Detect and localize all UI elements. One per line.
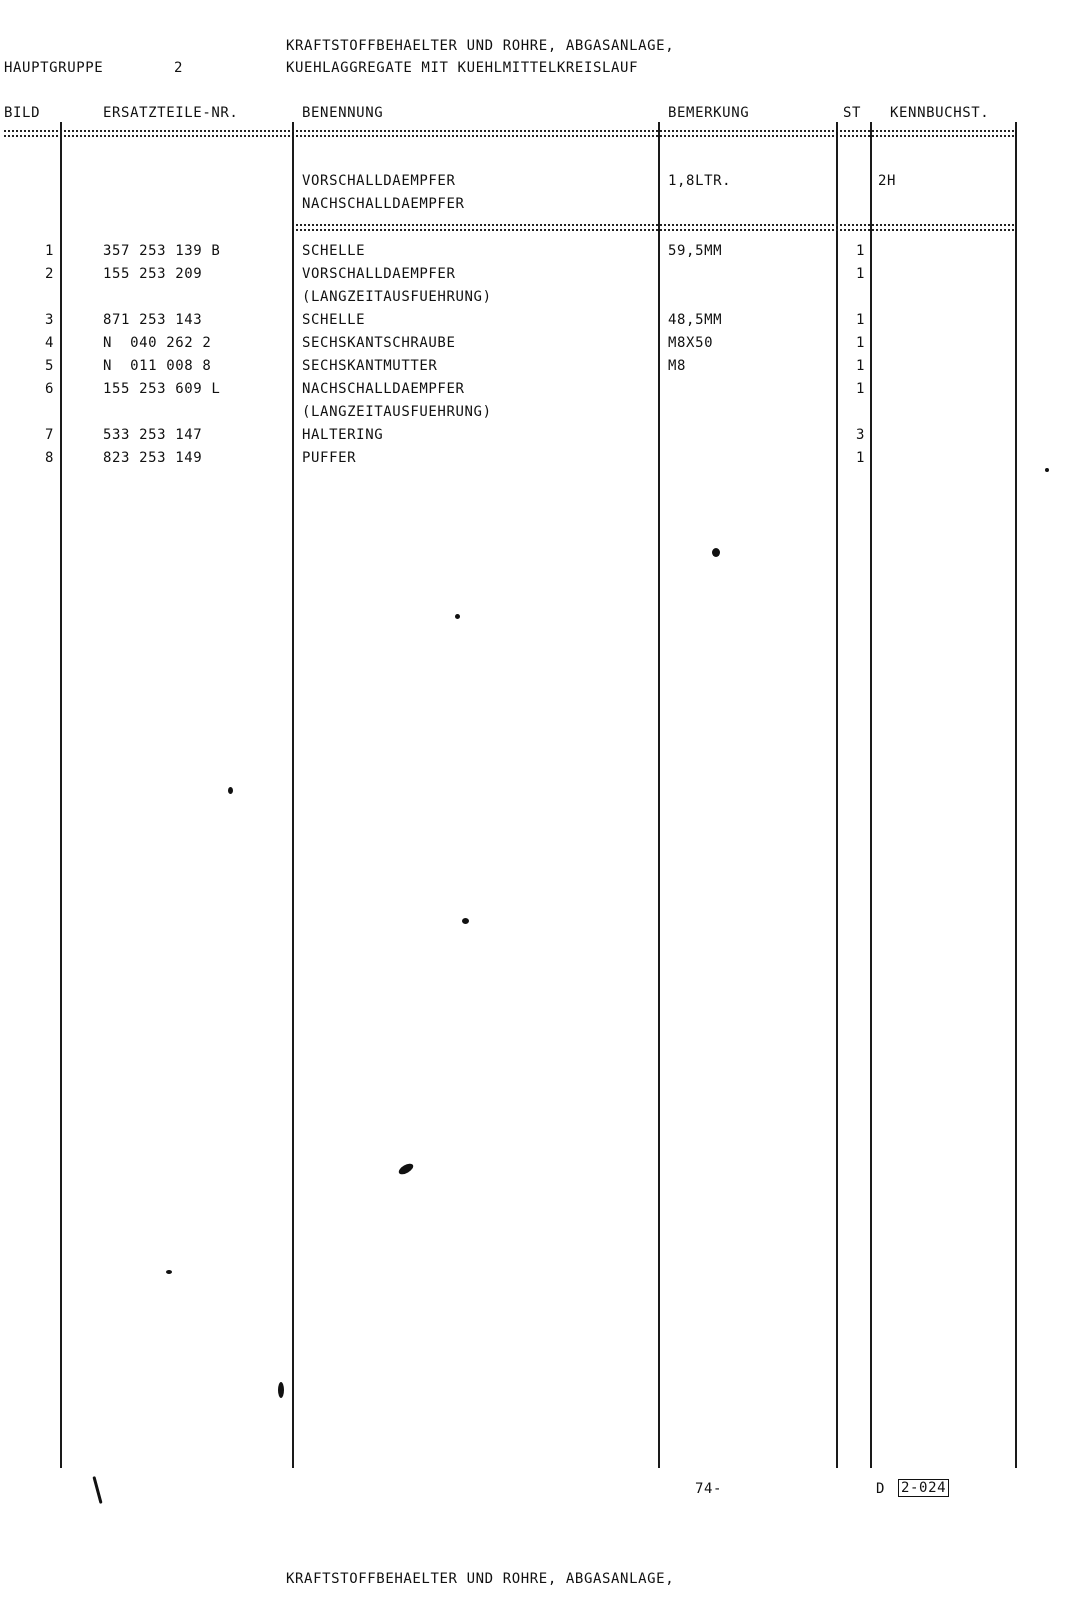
header-separator — [4, 130, 1014, 137]
group-name-line-1: VORSCHALLDAEMPFER — [302, 173, 456, 189]
page-reference: 2-024 — [898, 1479, 949, 1497]
scan-speck — [712, 548, 720, 557]
group-remark: 1,8LTR. — [668, 173, 732, 189]
scan-speck — [397, 1162, 415, 1177]
row-name-continued: (LANGZEITAUSFUEHRUNG) — [302, 289, 492, 305]
row-name: HALTERING — [302, 427, 384, 443]
col-header-code: KENNBUCHST. — [890, 105, 990, 121]
row-bild: 1 — [44, 243, 54, 259]
row-bild: 5 — [44, 358, 54, 374]
group-name-line-2: NACHSCHALLDAEMPFER — [302, 196, 465, 212]
title-line-2: KUEHLAGGREGATE MIT KUEHLMITTELKREISLAUF — [286, 60, 639, 76]
row-part-number: 155 253 209 — [103, 266, 203, 282]
column-divider — [658, 122, 660, 1468]
row-qty: 1 — [856, 335, 866, 351]
scan-speck — [228, 787, 233, 794]
column-divider — [870, 122, 872, 1468]
scan-speck — [166, 1270, 172, 1274]
row-part-number: 871 253 143 — [103, 312, 203, 328]
page-number: 74- — [695, 1481, 723, 1497]
row-bild: 2 — [44, 266, 54, 282]
row-part-number: 823 253 149 — [103, 450, 203, 466]
row-bild: 3 — [44, 312, 54, 328]
row-qty: 1 — [856, 381, 866, 397]
row-bild: 8 — [44, 450, 54, 466]
title-line-1: KRAFTSTOFFBEHAELTER UND ROHRE, ABGASANLAGE, — [286, 38, 675, 54]
scan-speck — [278, 1382, 284, 1398]
column-divider — [836, 122, 838, 1468]
row-name: VORSCHALLDAEMPFER — [302, 266, 456, 282]
row-part-number: N 040 262 2 — [103, 335, 212, 351]
row-name: SCHELLE — [302, 243, 366, 259]
row-part-number: 357 253 139 B — [103, 243, 221, 259]
column-divider — [1015, 122, 1017, 1468]
group-label: HAUPTGRUPPE — [4, 60, 104, 76]
row-bild: 7 — [44, 427, 54, 443]
row-remark: M8 — [668, 358, 687, 374]
col-header-part-no: ERSATZTEILE-NR. — [103, 105, 239, 121]
row-part-number: 155 253 609 L — [103, 381, 221, 397]
row-name: SECHSKANTSCHRAUBE — [302, 335, 456, 351]
row-name: SCHELLE — [302, 312, 366, 328]
scan-speck — [462, 918, 469, 924]
row-qty: 3 — [856, 427, 866, 443]
col-header-bild: BILD — [4, 105, 41, 121]
column-divider — [292, 122, 294, 1468]
row-name-continued: (LANGZEITAUSFUEHRUNG) — [302, 404, 492, 420]
scan-speck — [1045, 468, 1049, 472]
next-page-title: KRAFTSTOFFBEHAELTER UND ROHRE, ABGASANLAGE, — [286, 1571, 675, 1587]
group-code: 2H — [878, 173, 897, 189]
row-remark: 48,5MM — [668, 312, 723, 328]
row-name: PUFFER — [302, 450, 357, 466]
row-qty: 1 — [856, 266, 866, 282]
scan-speck — [92, 1476, 102, 1504]
group-number: 2 — [174, 60, 184, 76]
row-bild: 4 — [44, 335, 54, 351]
row-part-number: 533 253 147 — [103, 427, 203, 443]
col-header-qty: ST — [843, 105, 862, 121]
row-qty: 1 — [856, 450, 866, 466]
row-qty: 1 — [856, 358, 866, 374]
row-bild: 6 — [44, 381, 54, 397]
row-remark: M8X50 — [668, 335, 714, 351]
row-remark: 59,5MM — [668, 243, 723, 259]
row-qty: 1 — [856, 243, 866, 259]
row-part-number: N 011 008 8 — [103, 358, 212, 374]
col-header-name: BENENNUNG — [302, 105, 384, 121]
column-divider — [60, 122, 62, 1468]
page-letter: D — [876, 1481, 886, 1497]
group-separator — [296, 224, 1014, 231]
col-header-remark: BEMERKUNG — [668, 105, 750, 121]
row-name: NACHSCHALLDAEMPFER — [302, 381, 465, 397]
row-qty: 1 — [856, 312, 866, 328]
scan-speck — [455, 614, 460, 619]
row-name: SECHSKANTMUTTER — [302, 358, 438, 374]
